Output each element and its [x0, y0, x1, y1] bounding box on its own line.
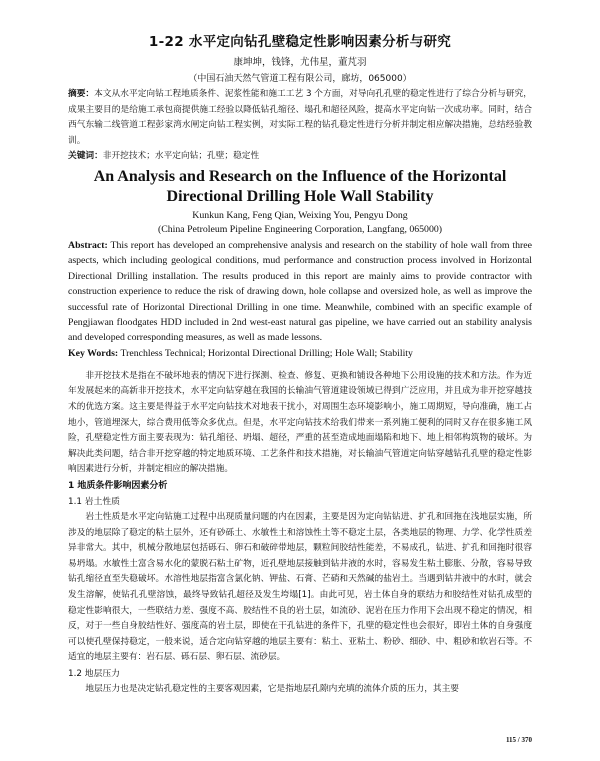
chinese-keywords-label: 关键词：	[68, 151, 103, 161]
english-affiliation: (China Petroleum Pipeline Engineering Corporation, Langfang, 065000)	[157, 224, 443, 235]
english-keywords	[68, 346, 532, 361]
chinese-keywords-text: 非开挖技术；水平定向钻；孔壁；稳定性	[102, 151, 260, 161]
page-number: 115 / 370	[505, 736, 532, 744]
chinese-abstract-label: 摘要：	[68, 89, 95, 99]
english-abstract-label: Abstract:	[68, 240, 108, 251]
english-keywords-text: Trenchless Technical; Horizontal Directional Drilling; Hole Wall; Stability	[120, 347, 413, 359]
english-authors: Kunkun Kang, Feng Qian, Weixing You, Pengyu Dong	[192, 210, 408, 221]
english-keywords-label: Key Words:	[68, 347, 119, 359]
section-1-1-heading: 1.1 岩土性质	[68, 497, 120, 507]
english-abstract-text: This report has developed an comprehensive analysis and research on the stability of hole wall from three aspects, which including geological conditions, mud performance and construction process involved in Horizontal Directional Drilling installation. The results produced in this report are mainly aims to provide contractor with construction experience to reduce the risk of drawing down, hole collapse and oversized hole, as well as improve the successful rate of Horizontal Directional Drilling in one time. Meanwhile, combined with an specific example of Pengjiawan floodgates HDD included in 2nd west-east natural gas pipeline, we have carried out an stability analysis and developed corresponding measures, as well as made lessons.	[68, 240, 532, 344]
chinese-keywords	[68, 149, 532, 164]
section-1-heading: 1 地质条件影响因素分析	[68, 481, 168, 491]
section-1-2-heading: 1.2 地层压力	[68, 668, 120, 679]
english-abstract	[68, 238, 532, 346]
chinese-authors: 康坤坤，钱锋，尤伟星，董芃羽	[233, 57, 367, 68]
chinese-affiliation: （中国石油天然气管道工程有限公司，廊坊，065000）	[188, 74, 412, 84]
english-title: An Analysis and Research on the Influence of the Horizontal Directional Drilling Hole Wall Stability	[93, 168, 507, 205]
chinese-abstract-text: 本文从水平定向钻工程地质条件、泥浆性能和施工工艺 3 个方面，对导向孔孔壁的稳定性进行了综合分析与研究，成果主要目的是给施工承包商提供施工经验以降低钻孔缩径、塌孔和超径风险，提高水平定向钻一次成功率。同时，结合西气东输二线管道工程彭家湾水闸定向钻工程实例，对实际工程的钻孔稳定性进行分析并制定相应解决措施，总结经验教训。	[68, 89, 532, 146]
section-1-2-paragraph: 地层压力也是决定钻孔稳定性的主要客观因素，它是指地层孔隙内充填的流体介质的压力，其主要	[85, 683, 459, 694]
intro-paragraph: 非开挖技术是指在不破坏地表的情况下进行探测、检查、修复、更换和铺设各种地下公用设施的技术和方法。作为近年发展起来的高新非开挖技术，水平定向钻穿越在我国的长输油气管道建设领域已得到广泛应用，并且成为非开挖穿越技术的优选方案。这主要是得益于水平定向钻技术对地表干扰小，对周围生态环境影响小，施工周期短，导向准确，施工占地小，管道埋深大，综合费用低等众多优点。但是，水平定向钻技术给我们带来一系列施工便利的同时又存在很多施工风险，孔壁稳定性方面主要表现为：钻孔缩径、坍塌、超径，严重的甚至造成地面塌陷和地下、地上相邻构筑物的破坏。为解决此类问题，结合非开挖穿越的特定地质环境、工艺条件和技术措施，对长输油气管道定向钻穿越钻孔孔壁的稳定性影响因素进行分析，并制定相应的解决措施。	[68, 370, 532, 475]
chinese-title: 1-22 水平定向钻孔壁稳定性影响因素分析与研究	[148, 34, 452, 50]
chinese-abstract	[68, 87, 532, 149]
section-1-1-paragraph: 岩土性质是水平定向钻施工过程中出现质量问题的内在因素，主要是因为定向钻钻进、扩孔和回拖在浅地层实施，所涉及的地层除了稳定的粘土层外，还有砂砾土、水敏性土和溶蚀性土等不稳定土层，各类地层的物理、力学、化学性质差异非常大。其中，机械分散地层包括砾石、卵石和破碎带地层，颗粒间胶结性能差，不易成孔，钻进、扩孔和回拖时很容易坍塌。水敏性土富含易水化的蒙脱石粘土矿物，近孔壁地层接触到钻井液的水时，容易发生粘土膨胀、分散，容易导致钻孔缩径直至失稳破坏。水溶性地层指富含氯化钠、钾盐、石膏、芒硝和天然碱的盐岩土。当遇到钻井液中的水时，就会发生溶解，使钻孔孔壁溶蚀，最终导致钻孔超径及发生垮塌[1]。由此可见，岩土体自身的联结力和胶结性对钻孔成型的稳定性影响很大，一些联结力差、强度不高、胶结性不良的岩土层，如流砂、泥岩在压力作用下会出现不稳定的情况，相反，对于一些自身胶结性好、强度高的岩土层，即使在干孔钻进的条件下，孔壁的稳定性也会很好，即岩土体的自身强度可以使孔壁保持稳定，一般来说，适合定向钻穿越的地层主要有：粘土、亚粘土、粉砂、细砂、中、粗砂和软岩石等。不适宜的地层主要有：岩石层、砾石层、卵石层、流砂层。	[68, 512, 532, 663]
